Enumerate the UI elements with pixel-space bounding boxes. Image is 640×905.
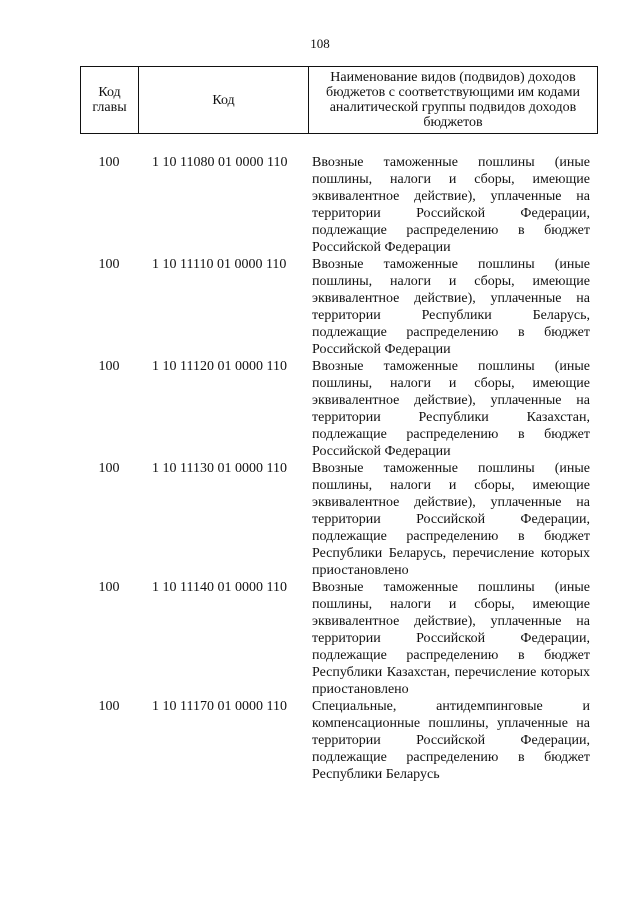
chapter-code: 100 — [98, 699, 120, 714]
income-name: Ввозные таможенные пошлины (иные пошлины, налоги и сборы, имеющие эквивалентное действие), уплаченные на территории Республики Казахстан, подлежащие распределению в бюджет Российской Федерации — [312, 359, 590, 459]
table-row — [80, 460, 598, 579]
chapter-code: 100 — [98, 359, 120, 374]
table-row — [80, 256, 598, 358]
income-code: 1 10 11130 01 0000 110 — [152, 461, 287, 476]
income-code: 1 10 11110 01 0000 110 — [152, 257, 287, 272]
table-row — [80, 358, 598, 460]
page-number: 108 — [310, 36, 330, 51]
income-code: 1 10 11120 01 0000 110 — [152, 359, 287, 374]
header-code: Код — [139, 67, 309, 133]
income-name: Ввозные таможенные пошлины (иные пошлины, налоги и сборы, имеющие эквивалентное действие), уплаченные на территории Республики Беларусь, подлежащие распределению в бюджет Российской Федерации — [312, 257, 590, 357]
income-name: Ввозные таможенные пошлины (иные пошлины, налоги и сборы, имеющие эквивалентное действие), уплаченные на территории Российской Федерации, подлежащие распределению в бюджет Российской Федерации — [312, 155, 590, 255]
table-header — [80, 66, 598, 134]
header-name: Наименование видов (подвидов) доходов бюджетов с соответствующими им кодами аналитической группы подвидов доходов бюджетов — [326, 70, 580, 130]
income-name: Специальные, антидемпинговые и компенсационные пошлины, уплаченные на территории Российской Федерации, подлежащие распределению в бюджет Республики Беларусь — [312, 699, 590, 782]
header-chapter-code: Код главы — [81, 67, 139, 133]
income-code: 1 10 11140 01 0000 110 — [152, 580, 287, 595]
chapter-code: 100 — [98, 461, 120, 476]
income-name: Ввозные таможенные пошлины (иные пошлины, налоги и сборы, имеющие эквивалентное действие), уплаченные на территории Российской Федерации, подлежащие распределению в бюджет Республики Казахстан, перечисление которых приостановлено — [312, 580, 590, 697]
table-row — [80, 154, 598, 256]
table-body — [80, 154, 598, 783]
chapter-code: 100 — [98, 257, 120, 272]
income-code: 1 10 11170 01 0000 110 — [152, 699, 287, 714]
chapter-code: 100 — [98, 580, 120, 595]
income-code: 1 10 11080 01 0000 110 — [152, 155, 288, 170]
chapter-code: 100 — [98, 155, 120, 170]
table-row — [80, 579, 598, 698]
table-row — [80, 698, 598, 783]
income-name: Ввозные таможенные пошлины (иные пошлины, налоги и сборы, имеющие эквивалентное действие), уплаченные на территории Российской Федерации, подлежащие распределению в бюджет Республики Беларусь, перечисление которых приостановлено — [312, 461, 590, 578]
